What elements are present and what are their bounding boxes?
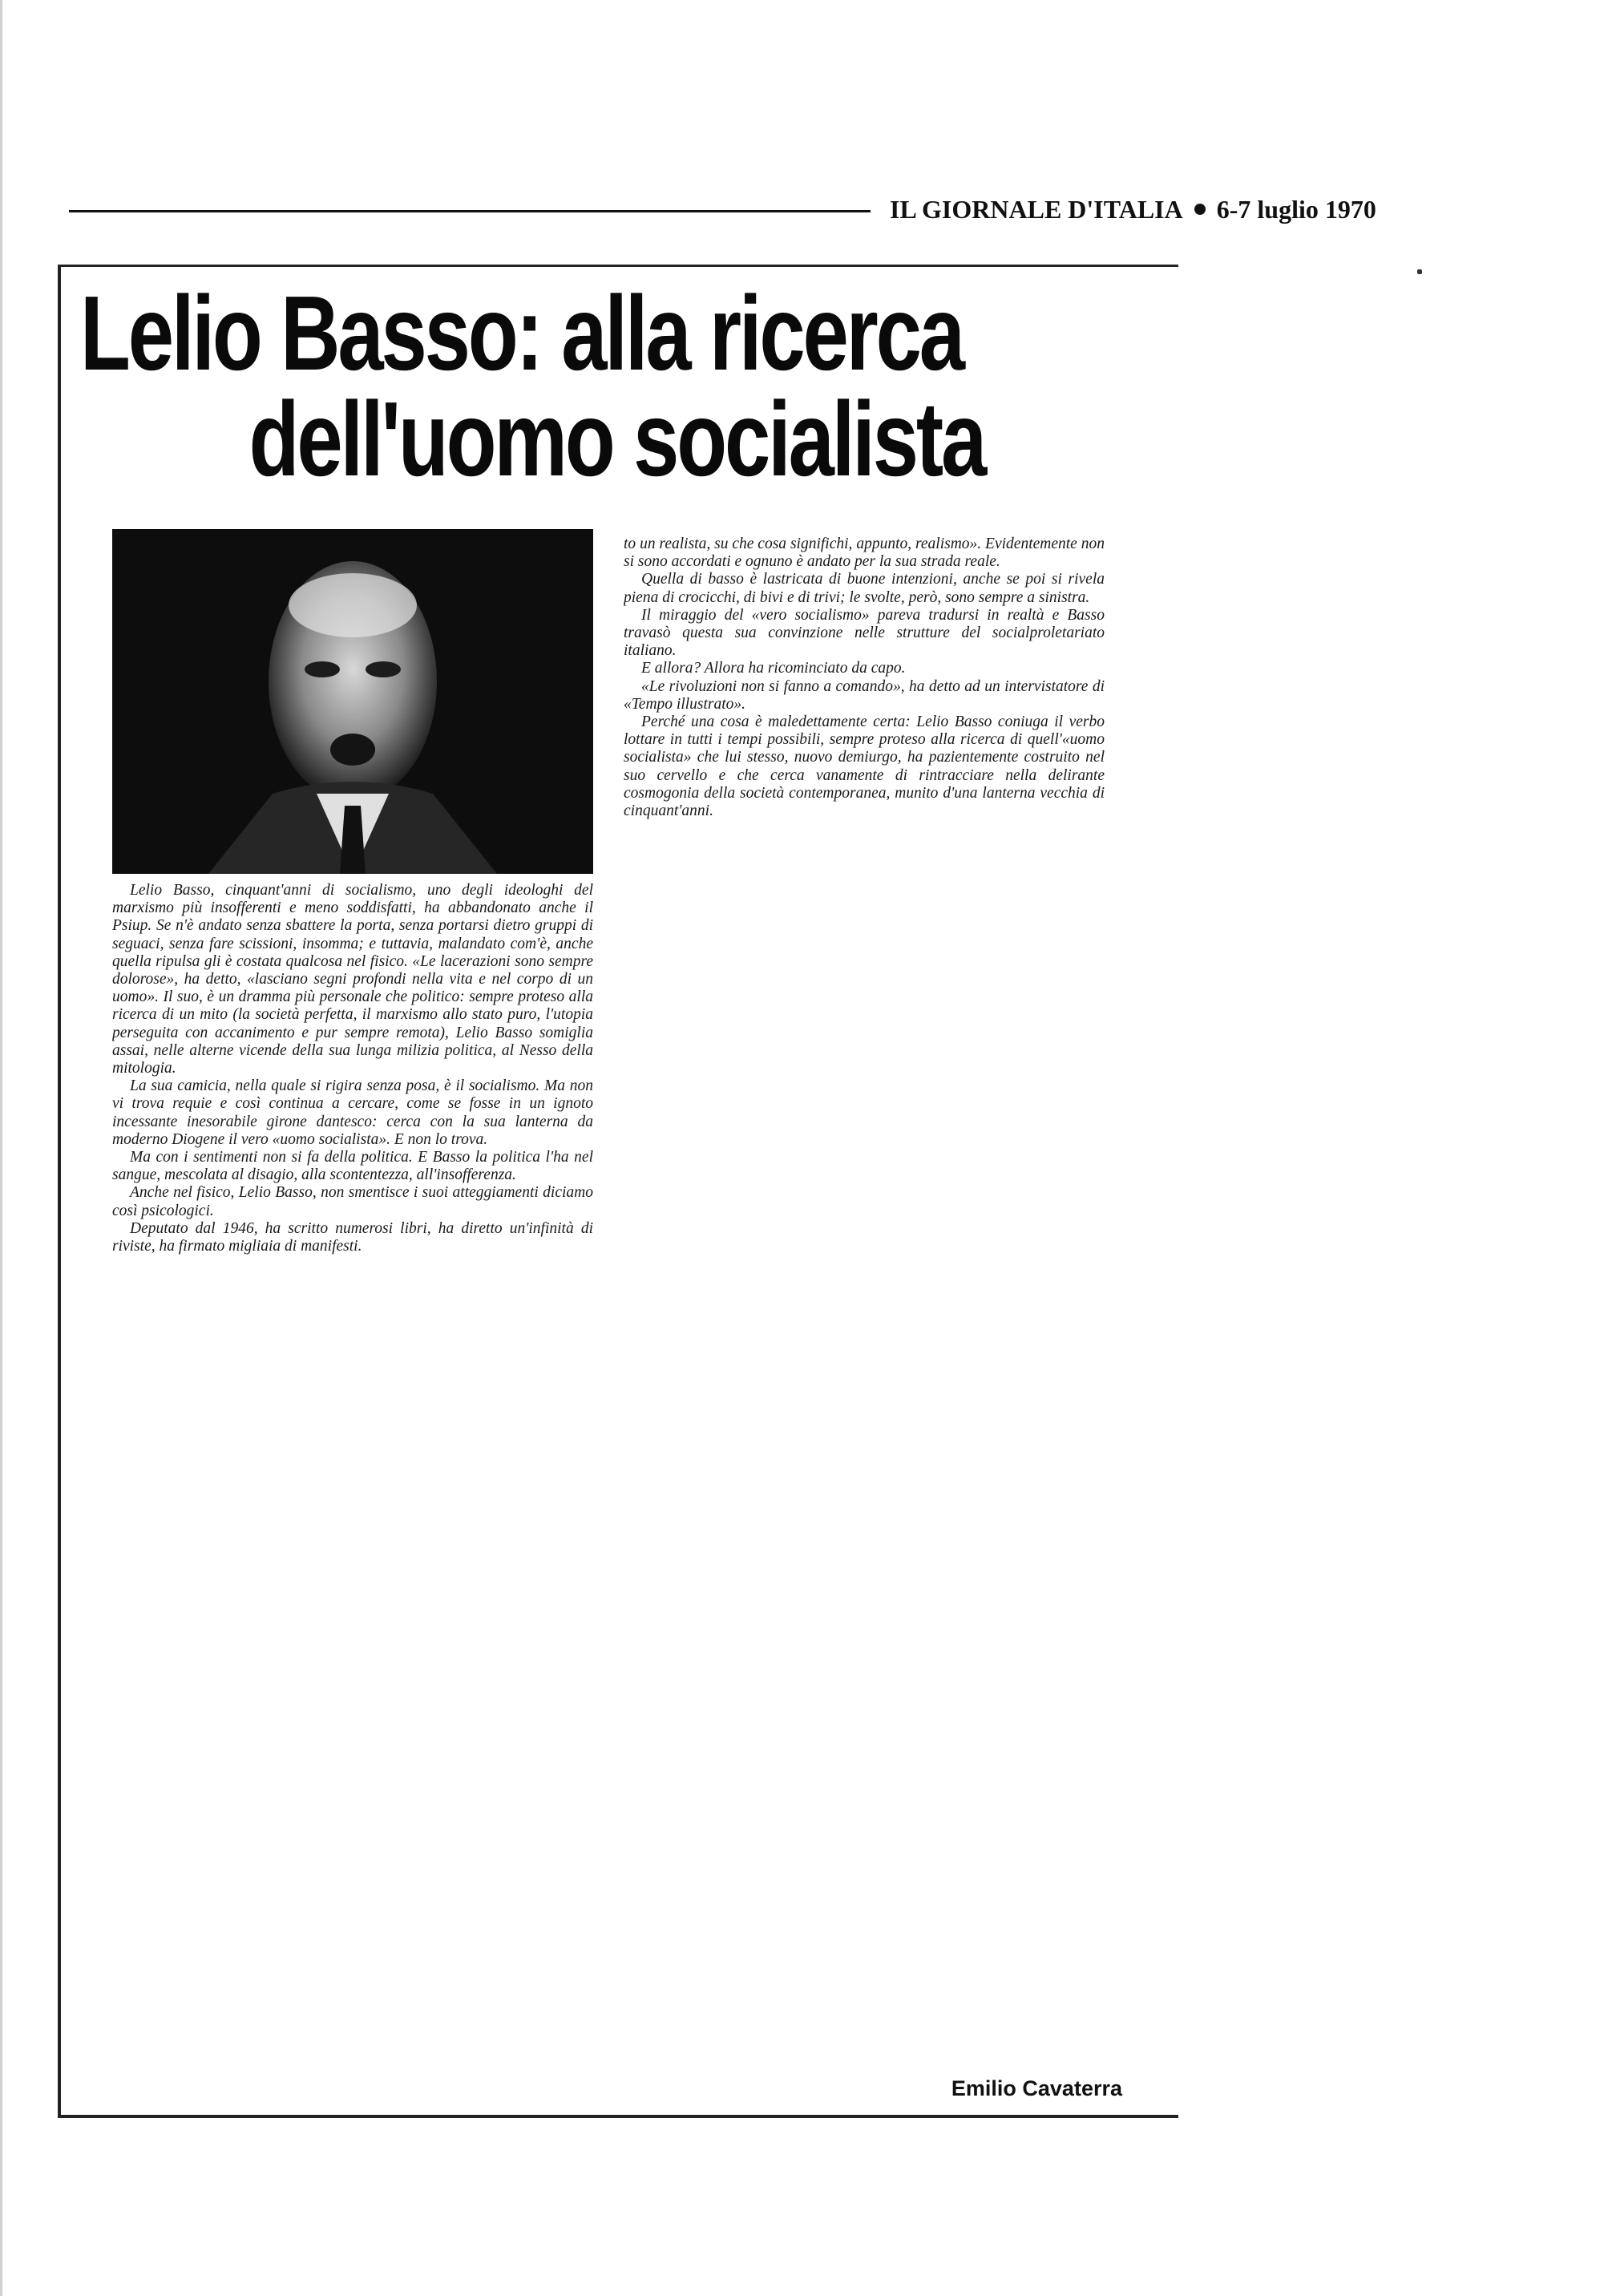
- article-frame-bottom: [58, 2115, 1178, 2118]
- paragraph: La sua camicia, nella quale si rigira senza posa, è il socialismo. Ma non vi trova requie e così continua a cercare, come se fosse in un ignoto incessante inesorabile girone dantesco: cerca con la sua lanterna da moderno Diogene il vero «uomo socialista». E non lo trova.: [112, 1077, 593, 1148]
- masthead-rule: [69, 210, 871, 212]
- headline-line-1: Lelio Basso: alla ricerca: [80, 274, 963, 392]
- paragraph: Ma con i sentimenti non si fa della politica. E Basso la politica l'ha nel sangue, mescolata al disagio, alla scontentezza, all'insofferenza.: [112, 1149, 593, 1184]
- paragraph: Quella di basso è lastricata di buone intenzioni, anche se poi si rivela piena di crocicchi, di bivi e di trivi; le svolte, però, sono sempre a sinistra.: [624, 571, 1105, 606]
- body-column-left: [112, 882, 593, 2108]
- paragraph: Deputato dal 1946, ha scritto numerosi libri, ha diretto un'infinità di riviste, ha firmato migliaia di manifesti.: [112, 1219, 593, 1255]
- paragraph: Il miraggio del «vero socialismo» pareva tradursi in realtà e Basso travasò questa sua convinzione nelle strutture del socialproletariato italiano.: [624, 606, 1105, 660]
- article-frame-top: [58, 265, 1178, 267]
- masthead: [890, 191, 1451, 228]
- headline-line-2: dell'uomo socialista: [248, 380, 985, 498]
- bullet-icon: [1194, 204, 1206, 215]
- byline: Emilio Cavaterra: [951, 2076, 1122, 2100]
- body-column-right: [624, 536, 1105, 2083]
- paragraph: «Le rivoluzioni non si fanno a comando», ha detto ad un intervistatore di «Tempo illustrato».: [624, 677, 1105, 713]
- newspaper-name: IL GIORNALE D'ITALIA: [890, 194, 1183, 224]
- paragraph: Lelio Basso, cinquant'anni di socialismo, uno degli ideologhi del marxismo più insofferenti e meno soddisfatti, ha abbandonato anche il Psiup. Se n'è andato senza sbattere la porta, senza portarsi dietro gruppi di seguaci, senza fare scissioni, insomma; e tuttavia, malandato com'è, anche quella ripulsa gli è costata qualcosa nel fisico. «Le lacerazioni sono sempre dolorose», ha detto, «lasciano segni profondi nella vita e nel corpo di un uomo». Il suo, è un dramma più personale che politico: sempre proteso alla ricerca di un mito (la società perfetta, il marxismo allo stato puro, l'utopia perseguita con accanimento e pur sempre remota), Lelio Basso somiglia assai, nelle alterne vicende della sua lunga milizia politica, al Nesso della mitologia.: [112, 882, 593, 1077]
- issue-date: 6-7 luglio 1970: [1216, 194, 1376, 224]
- portrait-photo-drawing: [112, 529, 593, 874]
- headline: [80, 274, 985, 498]
- paragraph: E allora? Allora ha ricominciato da capo.: [641, 660, 906, 677]
- scan-speck: [1417, 269, 1422, 274]
- scan-edge: [0, 0, 2, 2296]
- article-frame-left: [58, 265, 61, 2116]
- paragraph: Perché una cosa è maledettamente certa: Lelio Basso coniuga il verbo lottare in tutti i tempi possibili, sempre proteso alla ricerca di quell'«uomo socialista» che lui stesso, nuovo demiurgo, ha pazientemente costruito nel suo cervello e che cerca vanamente di rintracciare nella delirante cosmogonia della società contemporanea, munito d'una lanterna vecchia di cinquant'anni.: [624, 713, 1105, 820]
- paragraph: to un realista, su che cosa significhi, appunto, realismo». Evidentemente non si sono accordati e ognuno è andato per la sua strada reale.: [624, 536, 1105, 571]
- portrait-photo: [112, 529, 593, 874]
- paragraph: Anche nel fisico, Lelio Basso, non smentisce i suoi atteggiamenti diciamo così psicologici.: [112, 1184, 593, 1219]
